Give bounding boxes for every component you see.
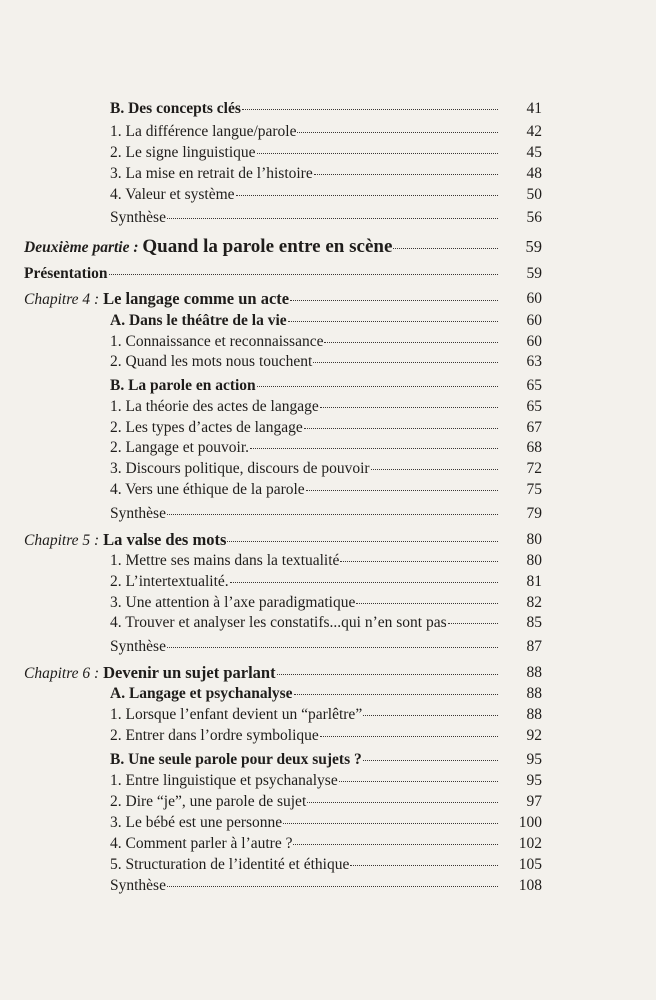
toc-entry-title: Quand la parole entre en scène [142,236,393,257]
toc-entry-item [0,183,656,207]
toc-entry-title: 4. Valeur et système [110,186,235,203]
dot-leader [306,490,498,491]
page-number: 108 [518,877,542,894]
toc-entry-chapter [0,287,656,311]
dot-leader [356,603,498,604]
toc-entry-item [0,206,656,230]
dot-leader [167,886,498,887]
toc-entry-title: 1. La différence langue/parole [110,123,297,140]
toc-entry-title: 2. Le signe linguistique [110,144,256,161]
dot-leader [371,469,498,470]
toc-entry-title: 3. Le bébé est une personne [110,814,283,831]
toc-entry-title: B. La parole en action [110,377,256,394]
chapter-label: Chapitre 4 : [24,291,104,308]
dot-leader [250,448,498,449]
toc-entry-item [0,874,656,898]
dot-leader [288,321,498,322]
toc-entry-item [0,350,656,374]
toc-entry-item [0,502,656,526]
dot-leader [304,428,498,429]
page-number: 88 [526,706,542,723]
dot-leader [236,195,498,196]
toc-entry-item [0,724,656,748]
page-number: 42 [526,123,542,140]
toc-entry-title: 3. Discours politique, discours de pouvoir [110,460,370,477]
toc-entry-item [0,635,656,659]
dot-leader [167,647,498,648]
page-number: 88 [526,664,542,681]
page-number: 95 [526,751,542,768]
page-number: 82 [526,594,542,611]
dot-leader [448,623,498,624]
chapter-label: Chapitre 6 : [24,665,104,682]
page-number: 59 [526,265,542,282]
page-number: 68 [526,439,542,456]
toc-entry-item [0,478,656,502]
toc-entry-title: 2. Langage et pouvoir. [110,439,250,456]
dot-leader [290,300,498,301]
toc-entry-presentation [0,262,656,286]
toc-entry-title: 3. Une attention à l’axe paradigmatique [110,594,356,611]
dot-leader [167,218,498,219]
dot-leader [350,865,498,866]
page-number: 88 [526,685,542,702]
dot-leader [227,541,498,542]
toc-entry-title: 2. Dire “je”, une parole de sujet [110,793,307,810]
page-number: 92 [526,727,542,744]
dot-leader [313,362,498,363]
dot-leader [294,694,498,695]
page-number: 59 [525,237,542,256]
dot-leader [277,674,498,675]
toc-entry-title: Synthèse [110,209,166,226]
page-number: 41 [526,100,542,117]
toc-entry-title: 3. La mise en retrait de l’histoire [110,165,313,182]
toc-entry-title: B. Une seule parole pour deux sujets ? [110,751,362,768]
page-number: 100 [518,814,542,831]
toc-entry-title: 4. Vers une éthique de la parole [110,481,305,498]
toc-entry-section [0,97,656,121]
dot-leader [393,248,498,249]
chapter-label: Chapitre 5 : [24,532,104,549]
page-number: 95 [526,772,542,789]
toc-entry-title: 1. Mettre ses mains dans la textualité [110,552,340,569]
page-number: 81 [526,573,542,590]
page-number: 80 [526,531,542,548]
page-number: 80 [526,552,542,569]
page-number: 72 [526,460,542,477]
dot-leader [340,561,498,562]
toc-entry-title: A. Langage et psychanalyse [110,685,293,702]
toc-entry-title: Devenir un sujet parlant [103,663,276,682]
toc-entry-title: B. Des concepts clés [110,100,241,117]
dot-leader [339,781,498,782]
toc-entry-title: Le langage comme un acte [103,289,290,308]
toc-entry-title: 1. Lorsque l’enfant devient un “parlêtre” [110,706,363,723]
page-number: 65 [526,398,542,415]
dot-leader [363,760,498,761]
toc-entry-title: 1. La théorie des actes de langage [110,398,319,415]
page-number: 60 [526,333,542,350]
page-number: 85 [526,614,542,631]
toc-entry-title: Synthèse [110,505,166,522]
toc-entry-title: 2. L’intertextualité. [110,573,229,590]
page-number: 67 [526,419,542,436]
dot-leader [257,386,498,387]
toc-entry-title: 2. Quand les mots nous touchent [110,353,313,370]
toc-entry-part [0,235,656,259]
dot-leader [297,132,498,133]
dot-leader [320,407,498,408]
page-number: 105 [518,856,542,873]
dot-leader [257,153,498,154]
toc-entry-title: 2. Les types d’actes de langage [110,419,303,436]
page-number: 63 [526,353,542,370]
dot-leader [324,342,498,343]
part-label: Deuxième partie : [24,239,143,256]
page-number: 48 [526,165,542,182]
page-number: 60 [526,312,542,329]
toc-entry-title: 4. Trouver et analyser les constatifs...qui n’en sont pas [110,614,447,631]
toc-entry-title: 1. Entre linguistique et psychanalyse [110,772,338,789]
toc-entry-item [0,611,656,635]
dot-leader [307,802,498,803]
toc-entry-title: Synthèse [110,638,166,655]
dot-leader [320,736,498,737]
page-number: 97 [526,793,542,810]
page-number: 75 [526,481,542,498]
page-number: 60 [526,290,542,307]
page-number: 87 [526,638,542,655]
dot-leader [293,844,498,845]
page-number: 50 [526,186,542,203]
toc-entry-title: Synthèse [110,877,166,894]
dot-leader [242,109,498,110]
dot-leader [230,582,498,583]
page-number: 45 [526,144,542,161]
toc-entry-title: 2. Entrer dans l’ordre symbolique [110,727,319,744]
toc-entry-title: 1. Connaissance et reconnaissance [110,333,324,350]
toc-entry-title: 4. Comment parler à l’autre ? [110,835,293,852]
dot-leader [109,274,498,275]
page-number: 56 [526,209,542,226]
dot-leader [314,174,498,175]
toc-entry-title: La valse des mots [103,530,227,549]
toc-entry-title: 5. Structuration de l’identité et éthique [110,856,350,873]
toc-entry-title: A. Dans le théâtre de la vie [110,312,287,329]
dot-leader [167,514,498,515]
page-number: 102 [518,835,542,852]
page-number: 65 [526,377,542,394]
page-number: 79 [526,505,542,522]
dot-leader [363,715,498,716]
toc-entry-title: Présentation [24,265,108,282]
dot-leader [283,823,498,824]
